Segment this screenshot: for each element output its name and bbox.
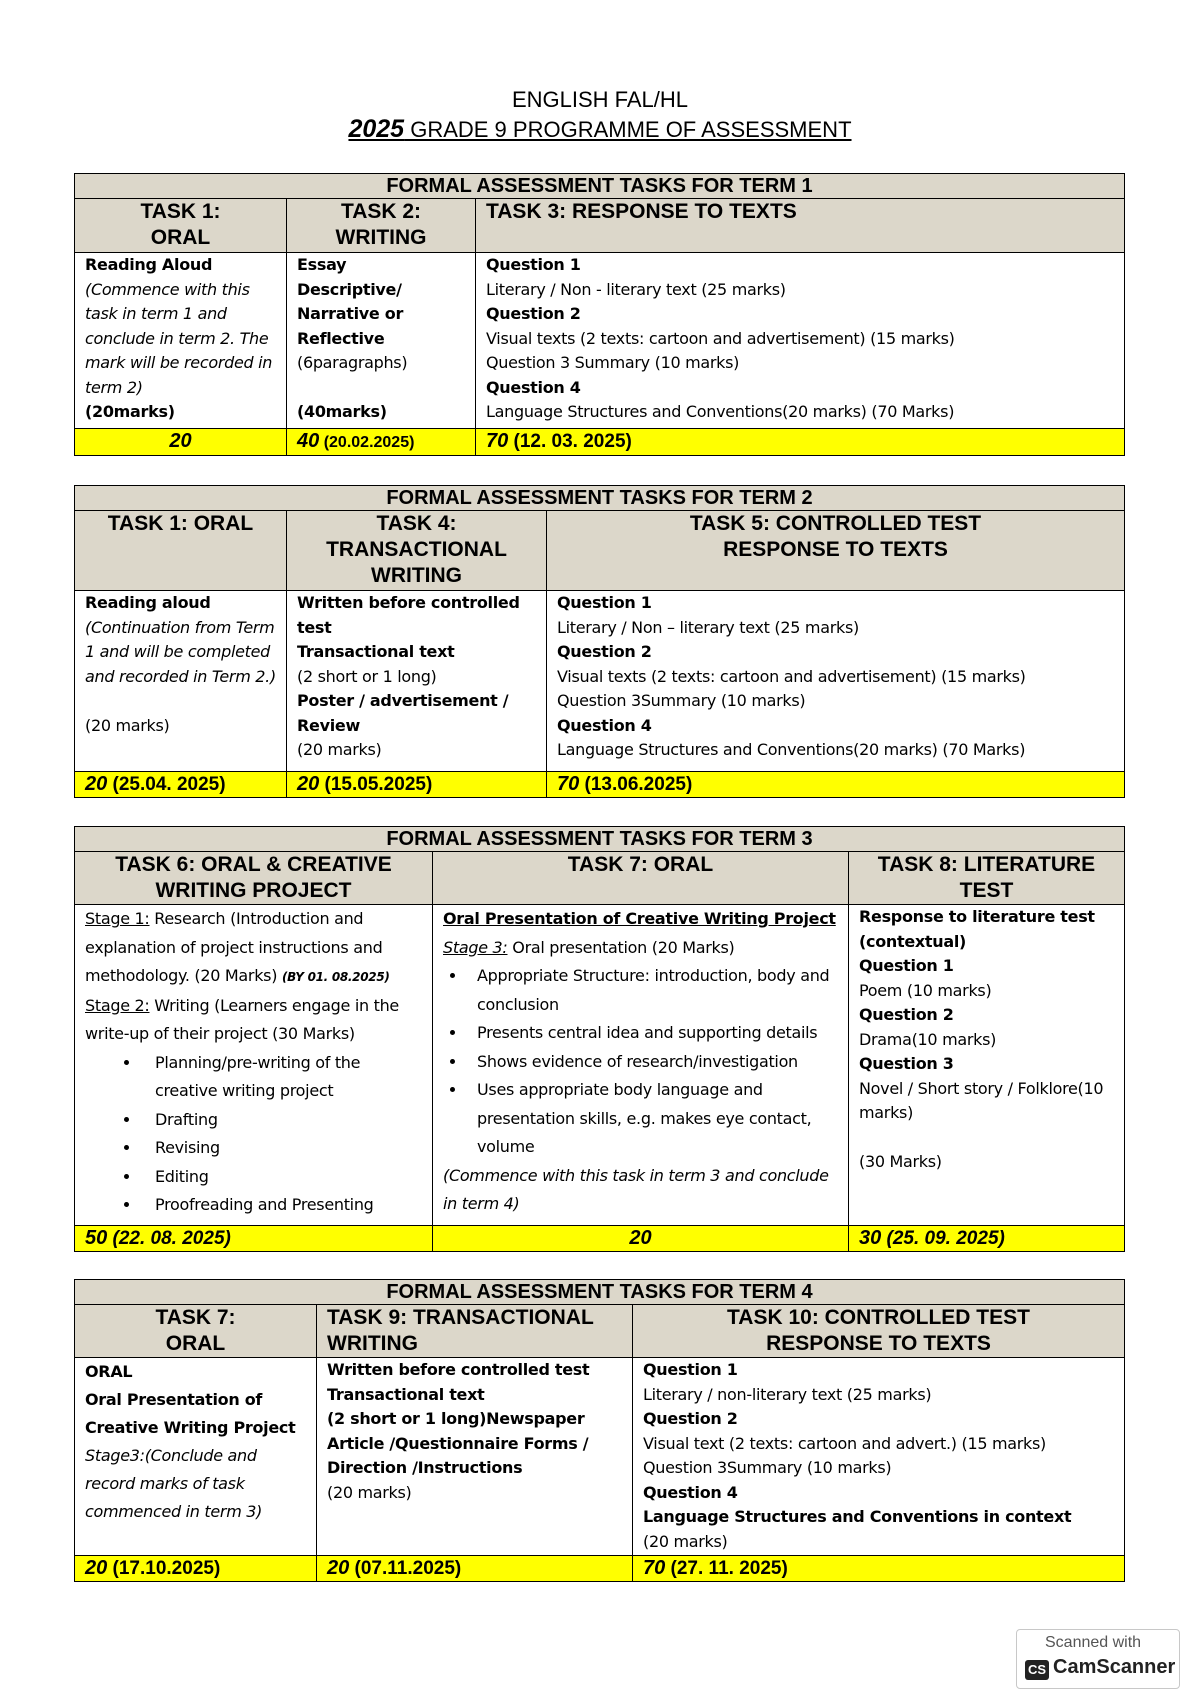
term1-table (74, 173, 1125, 456)
term2-title: FORMAL ASSESSMENT TASKS FOR TERM 2 (75, 486, 1125, 511)
list-item: • Editing (141, 1163, 422, 1192)
term4-task10-head: TASK 10: CONTROLLED TEST RESPONSE TO TEXTS (633, 1305, 1125, 1358)
term4-task9-mark: 20 (07.11.2025) (317, 1556, 633, 1582)
term4-task7-mark: 20 (17.10.2025) (75, 1556, 317, 1582)
term4-task9-body: Written before controlled test Transactional text (2 short or 1 long)Newspaper Article /Questionnaire Forms / Direction /Instructions (20 marks) (317, 1358, 633, 1556)
term4-title: FORMAL ASSESSMENT TASKS FOR TERM 4 (75, 1280, 1125, 1305)
term2-task5-mark: 70 (13.06.2025) (547, 772, 1125, 798)
camscanner-watermark: Scanned with CS CamScanner (1016, 1629, 1180, 1689)
camscanner-logo-icon: CS (1025, 1660, 1049, 1680)
term4-task10-body: Question 1 Literary / non-literary text (25 marks) Question 2 Visual text (2 texts: cartoon and advert.) (15 marks) Question 3Summary (10 marks) Question 4 Language Structures and Conventions in context (20 marks) (633, 1358, 1125, 1556)
term4-task7-body: ORAL Oral Presentation of Creative Writing Project Stage3:(Conclude and record marks of task commenced in term 3) (75, 1358, 317, 1556)
term4-task10-mark: 70 (27. 11. 2025) (633, 1556, 1125, 1582)
term3-task7-head: TASK 7: ORAL (433, 852, 849, 905)
term3-task8-head: TASK 8: LITERATURE TEST (849, 852, 1125, 905)
subject-heading: ENGLISH FAL/HL (511, 87, 689, 112)
list-item: • Appropriate Structure: introduction, body and conclusion (467, 962, 838, 1019)
term2-task5-body: Question 1 Literary / Non – literary text (25 marks) Question 2 Visual texts (2 texts: cartoon and advertisement) (15 marks) Question 3Summary (10 marks) Question 4 Language Structures and Conventions(20 marks) (70 Marks) (547, 591, 1125, 772)
term1-task1-body: Reading Aloud (Commence with this task in term 1 and conclude in term 2. The mark will be recorded in term 2) (20marks) (75, 253, 287, 429)
term3-task7-mark: 20 (433, 1226, 849, 1252)
term3-task6-mark: 50 (22. 08. 2025) (75, 1226, 433, 1252)
term3-title: FORMAL ASSESSMENT TASKS FOR TERM 3 (75, 827, 1125, 852)
term2-task1-body: Reading aloud (Continuation from Term 1 and will be completed and recorded in Term 2.) (20 marks) (75, 591, 287, 772)
term1-task1-head: TASK 1: ORAL (75, 199, 287, 253)
term3-task8-mark: 30 (25. 09. 2025) (849, 1226, 1125, 1252)
list-item: • Planning/pre-writing of the creative writing project (141, 1049, 422, 1106)
list-item: • Presents central idea and supporting details (467, 1019, 838, 1048)
list-item: • Proofreading and Presenting (141, 1191, 422, 1220)
list-item: • Drafting (141, 1106, 422, 1135)
term1-task2-head: TASK 2: WRITING (287, 199, 476, 253)
term3-task7-body: Oral Presentation of Creative Writing Project Stage 3: Oral presentation (20 Marks) • Appropriate Structure: introduction, body and conclusion • Presents central idea and supporting details • Shows evidence of research/investigation • Uses appropriate body language and presentation skills, e.g. makes eye contact, volume (Commence with this task in term 3 and conclude in term 4) (433, 905, 849, 1226)
term2-task1-head: TASK 1: ORAL (75, 511, 287, 591)
term1-task2-body: Essay Descriptive/ Narrative or Reflective (6paragraphs) (40marks) (287, 253, 476, 429)
term2-task5-head: TASK 5: CONTROLLED TEST RESPONSE TO TEXTS (547, 511, 1125, 591)
term1-task2-mark: 40 (20.02.2025) (287, 429, 476, 456)
task7-criteria-list (443, 962, 838, 1162)
list-item: • Uses appropriate body language and presentation skills, e.g. makes eye contact, volume (467, 1076, 838, 1162)
task6-stage-list (85, 1049, 422, 1220)
programme-heading: 2025 GRADE 9 PROGRAMME OF ASSESSMENT (348, 115, 852, 143)
term2-task4-body: Written before controlled test Transactional text (2 short or 1 long) Poster / advertisement / Review (20 marks) (287, 591, 547, 772)
term1-title: FORMAL ASSESSMENT TASKS FOR TERM 1 (75, 174, 1125, 199)
term2-table (74, 485, 1125, 798)
term2-task1-mark: 20 (25.04. 2025) (75, 772, 287, 798)
term3-task6-head: TASK 6: ORAL & CREATIVE WRITING PROJECT (75, 852, 433, 905)
list-item: • Revising (141, 1134, 422, 1163)
term4-task9-head: TASK 9: TRANSACTIONAL WRITING (317, 1305, 633, 1358)
year-label: 2025 (348, 115, 405, 143)
term1-task3-mark: 70 (12. 03. 2025) (476, 429, 1125, 456)
term3-table (74, 826, 1125, 1252)
term1-task3-head: TASK 3: RESPONSE TO TEXTS (476, 199, 1125, 253)
term1-task1-mark: 20 (75, 429, 287, 456)
term2-task4-head: TASK 4: TRANSACTIONAL WRITING (287, 511, 547, 591)
term4-task7-head: TASK 7: ORAL (75, 1305, 317, 1358)
term2-task4-mark: 20 (15.05.2025) (287, 772, 547, 798)
list-item: • Shows evidence of research/investigation (467, 1048, 838, 1077)
term3-task8-body: Response to literature test (contextual) Question 1 Poem (10 marks) Question 2 Drama(10 marks) Question 3 Novel / Short story / Folklore(10 marks) (30 Marks) (849, 905, 1125, 1226)
term3-task6-body: Stage 1: Research (Introduction and explanation of project instructions and methodology. (20 Marks) (BY 01. 08.2025) Stage 2: Writing (Learners engage in the write-up of their project (30 Marks) • Planning/pre-writing of the creative writing project • Drafting • Revising • Editing • Proofreading and Presenting (75, 905, 433, 1226)
document-title (0, 86, 1200, 145)
term4-table (74, 1279, 1125, 1582)
term1-task3-body: Question 1 Literary / Non - literary text (25 marks) Question 2 Visual texts (2 texts: cartoon and advertisement) (15 marks) Question 3 Summary (10 marks) Question 4 Language Structures and Conventions(20 marks) (70 Marks) (476, 253, 1125, 429)
